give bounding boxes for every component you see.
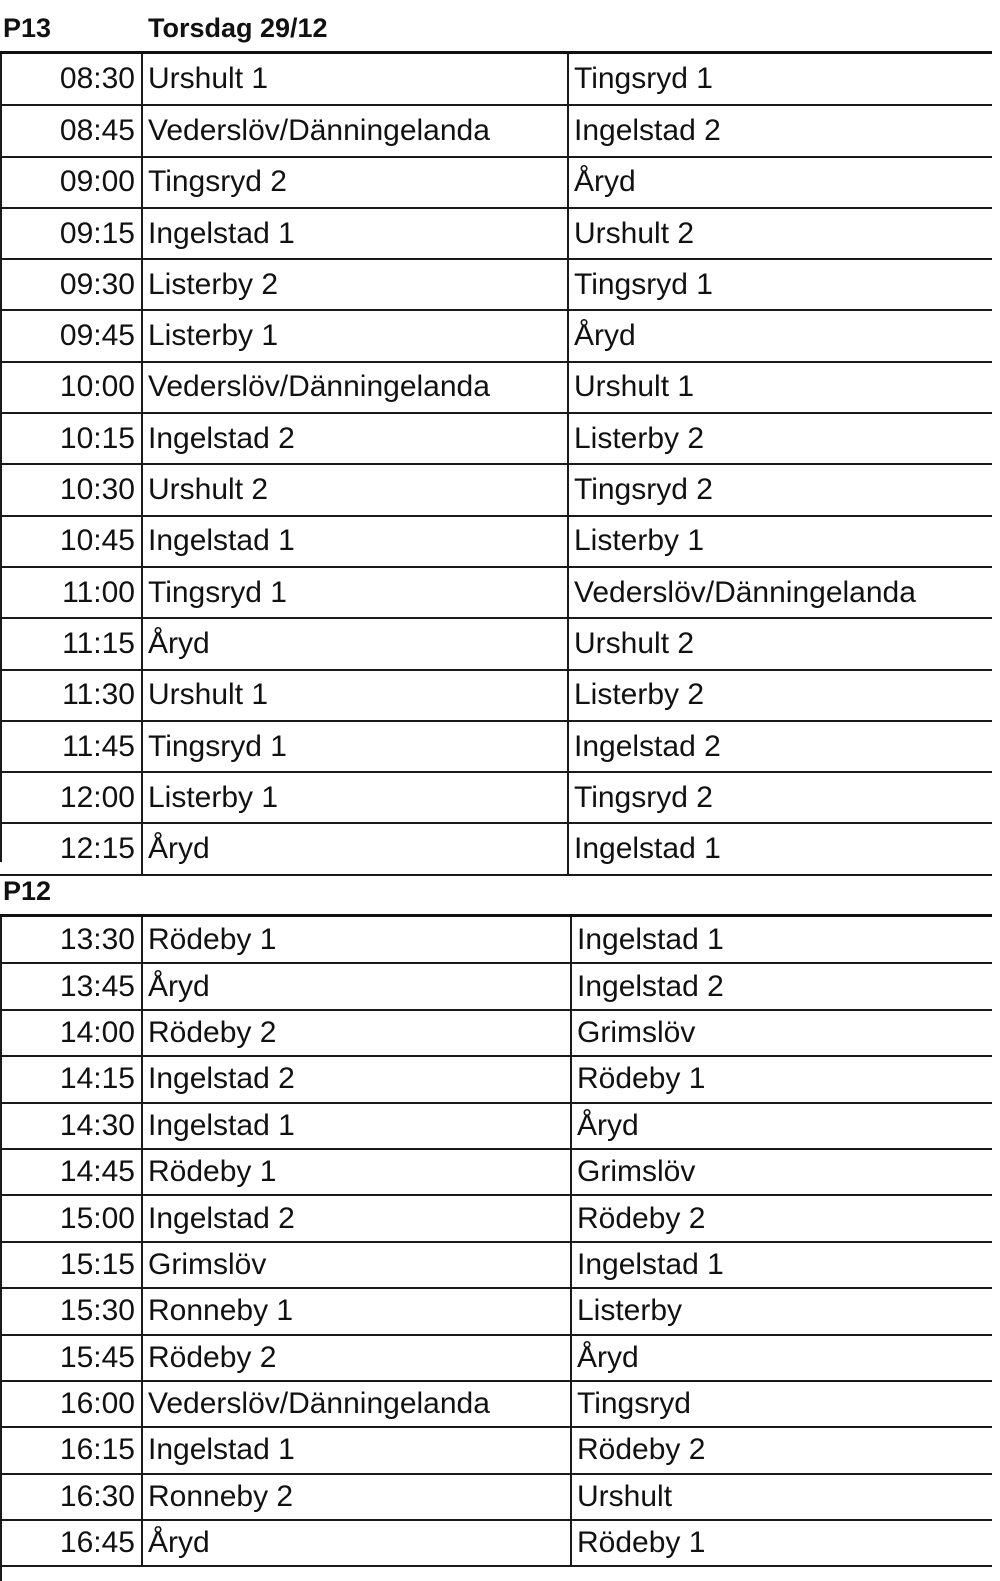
match-time: 08:30 (0, 54, 142, 105)
table-row (0, 1381, 992, 1427)
table-row (0, 1288, 992, 1334)
home-team: Vederslöv/Dänningelanda (142, 105, 568, 156)
away-team: Ingelstad 2 (568, 105, 992, 156)
home-team: Ingelstad 1 (142, 516, 568, 567)
table-row (0, 464, 992, 515)
match-time: 12:00 (0, 772, 142, 823)
match-time: 16:45 (0, 1520, 142, 1566)
away-team: Ingelstad 1 (571, 1242, 992, 1288)
table-row (0, 772, 992, 823)
match-time: 16:00 (0, 1381, 142, 1427)
away-team: Rödeby 2 (571, 1427, 992, 1473)
match-time: 10:15 (0, 413, 142, 464)
home-team: Listerby 2 (142, 259, 568, 310)
home-team: Rödeby 1 (142, 917, 571, 963)
away-team: Listerby 1 (568, 516, 992, 567)
section-date: Torsdag 29/12 (148, 13, 328, 43)
away-team: Åryd (571, 1335, 992, 1381)
home-team: Vederslöv/Dänningelanda (142, 1381, 571, 1427)
away-team: Grimslöv (571, 1010, 992, 1056)
table-row (0, 963, 992, 1009)
home-team: Ingelstad 2 (142, 1195, 571, 1241)
match-time: 15:00 (0, 1195, 142, 1241)
match-time: 14:00 (0, 1010, 142, 1056)
home-team: Listerby 1 (142, 772, 568, 823)
table-row (0, 54, 992, 105)
match-time: 12:15 (0, 823, 142, 874)
away-team: Listerby 2 (568, 670, 992, 721)
match-time: 11:00 (0, 567, 142, 618)
away-team: Åryd (571, 1103, 992, 1149)
match-time: 10:45 (0, 516, 142, 567)
home-team: Ronneby 2 (142, 1474, 571, 1520)
match-time: 15:45 (0, 1335, 142, 1381)
away-team: Åryd (568, 157, 992, 208)
away-team: Åryd (568, 310, 992, 361)
home-team: Ingelstad 1 (142, 1103, 571, 1149)
home-team: Åryd (142, 963, 571, 1009)
home-team: Grimslöv (142, 1242, 571, 1288)
table-row (0, 1242, 992, 1288)
section-header-p13 (0, 0, 992, 54)
table-row (0, 567, 992, 618)
schedule-table-p12 (0, 917, 992, 1567)
away-team: Tingsryd 1 (568, 259, 992, 310)
home-team: Ronneby 1 (142, 1288, 571, 1334)
home-team: Ingelstad 1 (142, 208, 568, 259)
away-team: Tingsryd 1 (568, 54, 992, 105)
table-body (0, 917, 992, 1566)
home-team: Ingelstad 2 (142, 413, 568, 464)
home-team: Urshult 1 (142, 54, 568, 105)
table-row (0, 721, 992, 772)
match-time: 11:15 (0, 618, 142, 669)
away-team: Urshult (571, 1474, 992, 1520)
home-team: Åryd (142, 618, 568, 669)
away-team: Ingelstad 1 (571, 917, 992, 963)
away-team: Tingsryd 2 (568, 464, 992, 515)
away-team: Urshult 2 (568, 208, 992, 259)
match-time: 09:45 (0, 310, 142, 361)
home-team: Åryd (142, 823, 568, 874)
table-row (0, 1427, 992, 1473)
home-team: Rödeby 2 (142, 1335, 571, 1381)
away-team: Ingelstad 2 (571, 963, 992, 1009)
match-time: 14:15 (0, 1056, 142, 1102)
match-time: 13:45 (0, 963, 142, 1009)
table-row (0, 1195, 992, 1241)
match-time: 08:45 (0, 105, 142, 156)
match-time: 14:30 (0, 1103, 142, 1149)
table-row (0, 1520, 992, 1566)
match-time: 09:15 (0, 208, 142, 259)
match-time: 10:30 (0, 464, 142, 515)
away-team: Urshult 1 (568, 362, 992, 413)
section-header-p12 (0, 862, 992, 917)
schedule-table-p13 (0, 54, 992, 876)
home-team: Vederslöv/Dänningelanda (142, 362, 568, 413)
home-team: Åryd (142, 1520, 571, 1566)
home-team: Tingsryd 2 (142, 157, 568, 208)
match-time: 16:30 (0, 1474, 142, 1520)
home-team: Rödeby 1 (142, 1149, 571, 1195)
section-code: P13 (3, 13, 52, 43)
match-time: 11:30 (0, 670, 142, 721)
match-time: 14:45 (0, 1149, 142, 1195)
table-row (0, 917, 992, 963)
away-team: Listerby (571, 1288, 992, 1334)
home-team: Tingsryd 1 (142, 721, 568, 772)
away-team: Rödeby 1 (571, 1520, 992, 1566)
table-row (0, 1103, 992, 1149)
away-team: Tingsryd 2 (568, 772, 992, 823)
table-row (0, 670, 992, 721)
table-row (0, 208, 992, 259)
table-row (0, 157, 992, 208)
table-row (0, 1056, 992, 1102)
away-team: Listerby 2 (568, 413, 992, 464)
table-row (0, 516, 992, 567)
table-row (0, 1010, 992, 1056)
home-team: Tingsryd 1 (142, 567, 568, 618)
away-team: Grimslöv (571, 1149, 992, 1195)
match-time: 13:30 (0, 917, 142, 963)
away-team: Vederslöv/Dänningelanda (568, 567, 992, 618)
table-row (0, 618, 992, 669)
home-team: Ingelstad 2 (142, 1056, 571, 1102)
table-row (0, 1149, 992, 1195)
home-team: Urshult 1 (142, 670, 568, 721)
table-row (0, 105, 992, 156)
away-team: Ingelstad 2 (568, 721, 992, 772)
table-row (0, 310, 992, 361)
match-time: 15:30 (0, 1288, 142, 1334)
match-time: 11:45 (0, 721, 142, 772)
home-team: Listerby 1 (142, 310, 568, 361)
home-team: Urshult 2 (142, 464, 568, 515)
table-body (0, 54, 992, 875)
away-team: Ingelstad 1 (568, 823, 992, 874)
away-team: Rödeby 1 (571, 1056, 992, 1102)
away-team: Rödeby 2 (571, 1195, 992, 1241)
table-row (0, 362, 992, 413)
away-team: Tingsryd (571, 1381, 992, 1427)
home-team: Ingelstad 1 (142, 1427, 571, 1473)
table-row (0, 1335, 992, 1381)
home-team: Rödeby 2 (142, 1010, 571, 1056)
table-row (0, 1474, 992, 1520)
table-row (0, 259, 992, 310)
section-code: P12 (3, 876, 52, 906)
away-team: Urshult 2 (568, 618, 992, 669)
table-row (0, 413, 992, 464)
match-time: 09:00 (0, 157, 142, 208)
match-time: 09:30 (0, 259, 142, 310)
match-time: 16:15 (0, 1427, 142, 1473)
match-time: 10:00 (0, 362, 142, 413)
match-time: 15:15 (0, 1242, 142, 1288)
